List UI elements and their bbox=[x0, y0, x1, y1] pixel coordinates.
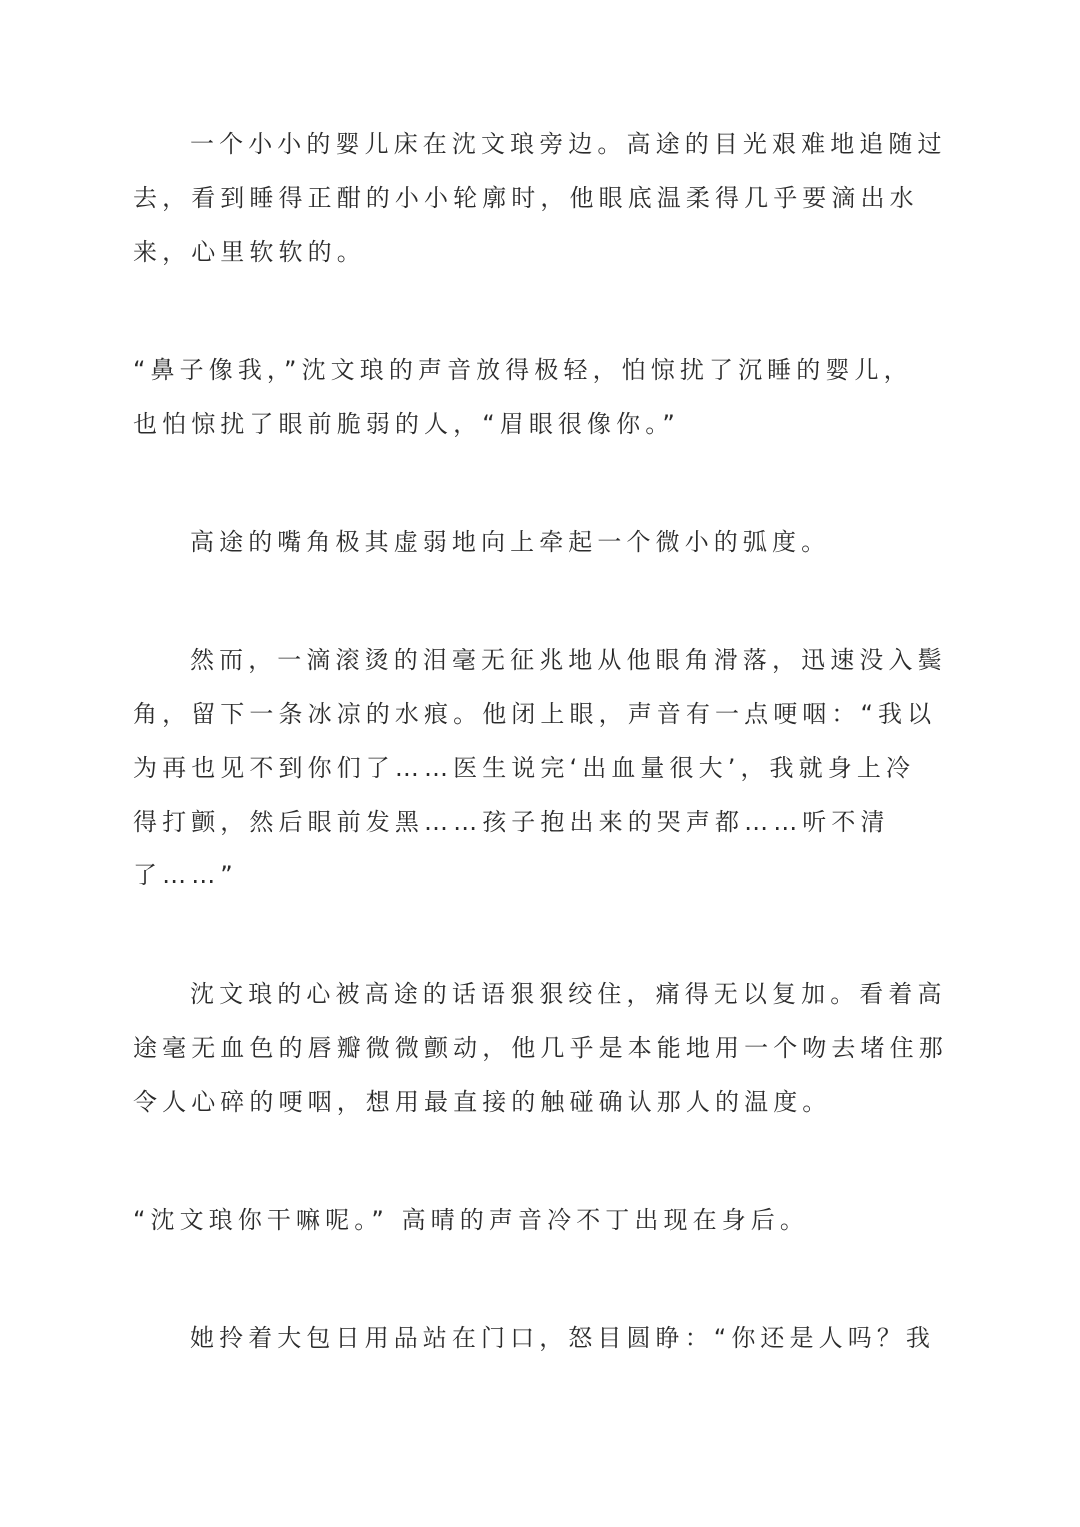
paragraph-5-line-2: 途毫无血色的唇瓣微微颤动，他几乎是本能地用一个吻去堵住那 bbox=[133, 1034, 948, 1062]
paragraph-3-line-1: 高途的嘴角极其虚弱地向上牵起一个微小的弧度。 bbox=[190, 528, 831, 556]
paragraph-4-line-5: 了……” bbox=[133, 861, 238, 889]
paragraph-4-line-4: 得打颤，然后眼前发黑……孩子抱出来的哭声都……听不清 bbox=[133, 808, 890, 836]
paragraph-1-line-2: 去，看到睡得正酣的小小轮廓时，他眼底温柔得几乎要滴出水 bbox=[133, 184, 919, 212]
paragraph-5-line-3: 令人心碎的哽咽，想用最直接的触碰确认那人的温度。 bbox=[133, 1088, 832, 1116]
paragraph-4-line-1: 然而，一滴滚烫的泪毫无征兆地从他眼角滑落，迅速没入鬓 bbox=[190, 646, 947, 674]
paragraph-1-line-1: 一个小小的婴儿床在沈文琅旁边。高途的目光艰难地追随过 bbox=[190, 130, 947, 158]
paragraph-2-line-1: “鼻子像我，”沈文琅的声音放得极轻，怕惊扰了沉睡的婴儿， bbox=[133, 356, 913, 384]
paragraph-6-line-1: “沈文琅你干嘛呢。” 高晴的声音冷不丁出现在身后。 bbox=[133, 1206, 809, 1234]
paragraph-7-line-1: 她拎着大包日用品站在门口，怒目圆睁：“你还是人吗？我 bbox=[190, 1324, 936, 1352]
paragraph-4-line-2: 角，留下一条冰凉的水痕。他闭上眼，声音有一点哽咽：“我以 bbox=[133, 700, 937, 728]
paragraph-5-line-1: 沈文琅的心被高途的话语狠狠绞住，痛得无以复加。看着高 bbox=[190, 980, 947, 1008]
paragraph-2-line-2: 也怕惊扰了眼前脆弱的人，“眉眼很像你。” bbox=[133, 410, 680, 438]
paragraph-4-line-3: 为再也见不到你们了……医生说完‘出血量很大’，我就身上冷 bbox=[133, 754, 916, 782]
paragraph-1-line-3: 来，心里软软的。 bbox=[133, 238, 366, 266]
